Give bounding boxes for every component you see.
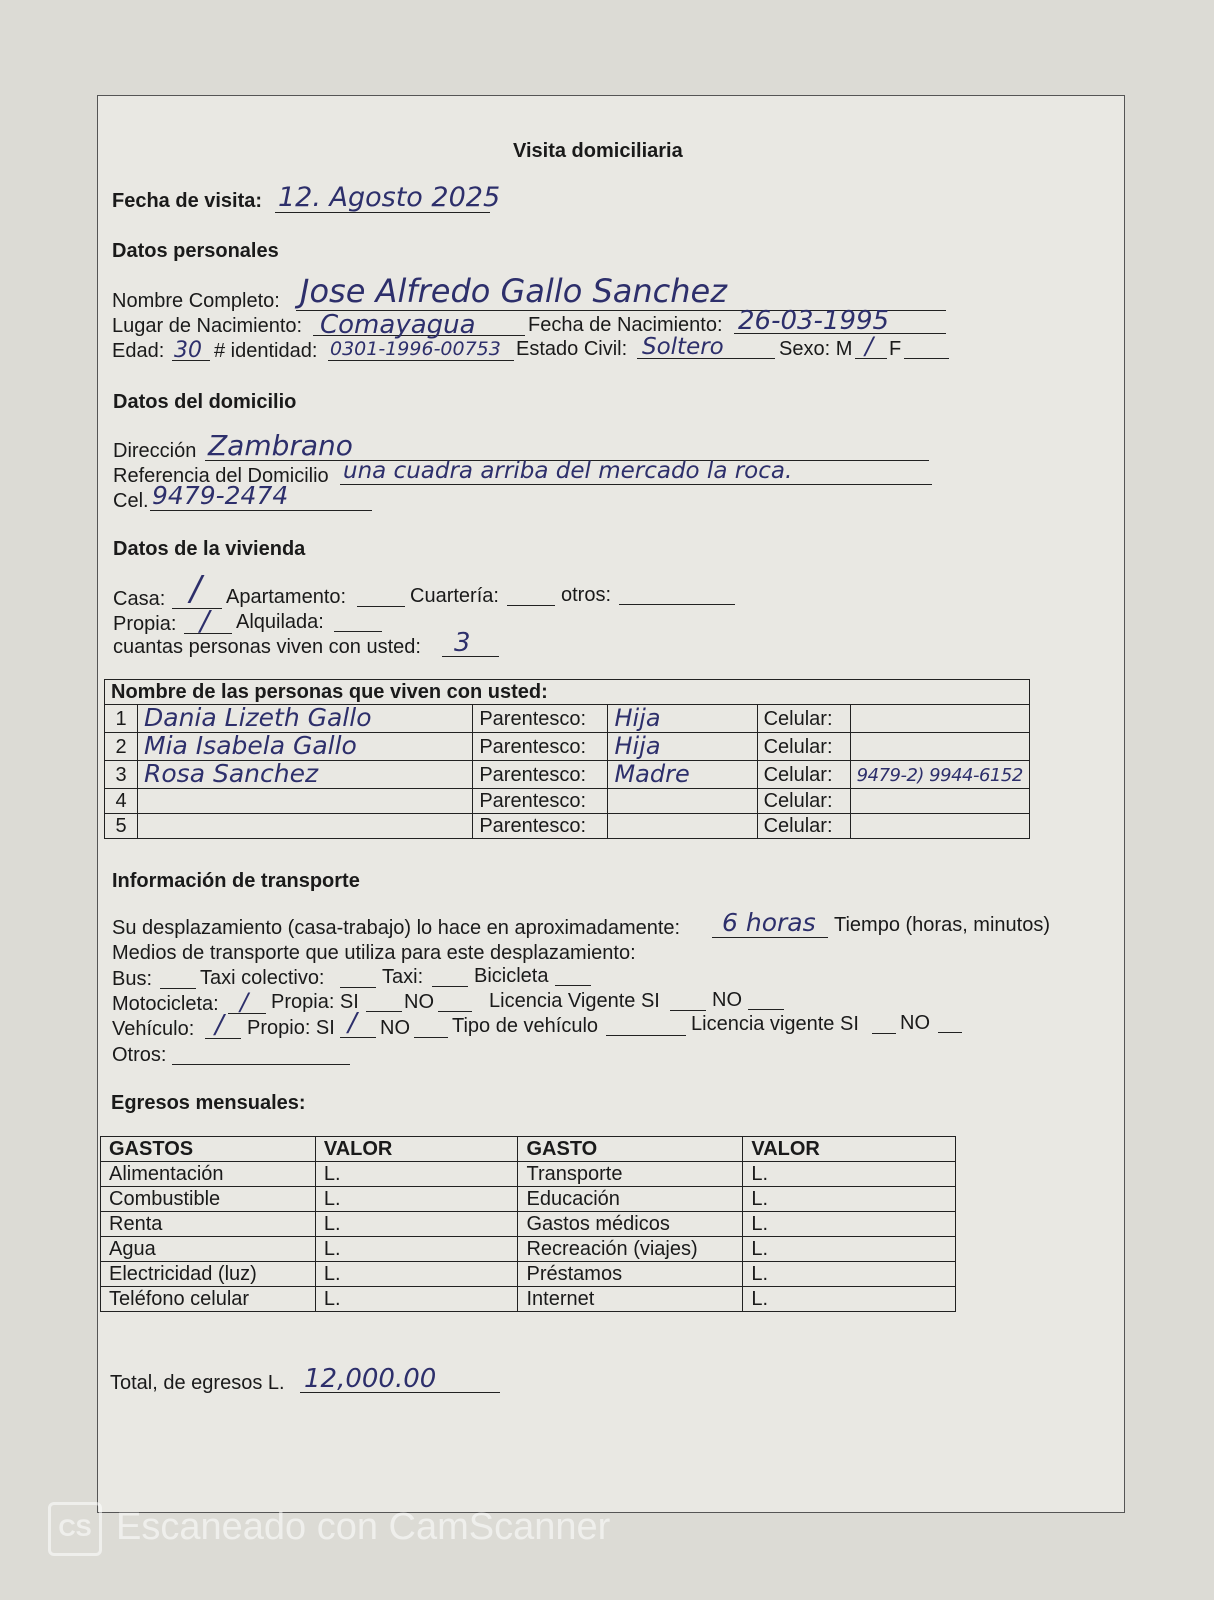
bicicleta-line [555, 985, 591, 986]
egresos-heading: Egresos mensuales: [111, 1092, 306, 1114]
referencia-line [340, 484, 932, 485]
gasto-valor[interactable]: L. [743, 1287, 956, 1312]
edad-label: Edad: [112, 340, 165, 362]
col-valor: VALOR [315, 1137, 518, 1162]
parentesco-label: Parentesco: [473, 705, 608, 733]
direccion-label: Dirección [113, 440, 197, 462]
col-gastos: GASTOS [101, 1137, 316, 1162]
vehiculo-licencia-no-line [938, 1032, 962, 1033]
cel-value[interactable]: 9479-2474 [152, 481, 289, 510]
otros-transporte-line [172, 1064, 350, 1065]
desplazamiento-label: Su desplazamiento (casa-trabajo) lo hace en aproximadamente: [112, 917, 681, 939]
parentesco-value: Hija [614, 731, 661, 760]
alquilada-label: Alquilada: [236, 611, 324, 633]
personas-label: cuantas personas viven con usted: [113, 636, 421, 658]
vehiculo-propio-check[interactable]: / [348, 1008, 357, 1038]
row-number: 5 [105, 814, 138, 839]
estado-civil-label: Estado Civil: [516, 338, 628, 360]
table-row [101, 1187, 956, 1212]
moto-licencia-label: Licencia Vigente SI [489, 990, 660, 1012]
total-egresos-value[interactable]: 12,000.00 [304, 1364, 437, 1394]
nombre-value[interactable]: Jose Alfredo Gallo Sanchez [300, 272, 727, 310]
otros-transporte-label: Otros: [112, 1044, 167, 1066]
col-valor-2: VALOR [743, 1137, 956, 1162]
gasto-valor[interactable]: L. [315, 1287, 518, 1312]
vehiculo-propio-no-label: NO [380, 1017, 410, 1039]
otros-vivienda-line [619, 604, 735, 605]
vehiculo-licencia-si-line [872, 1033, 896, 1034]
vehiculo-licencia-no-label: NO [900, 1012, 930, 1034]
fecha-visita-label: Fecha de visita: [112, 190, 263, 212]
parentesco-label: Parentesco: [473, 733, 608, 761]
gasto-valor[interactable]: L. [315, 1262, 518, 1287]
row-number: 2 [105, 733, 138, 761]
estado-civil-value[interactable]: Soltero [642, 334, 724, 360]
table-row [105, 733, 1030, 761]
gasto-nombre: Educación [518, 1187, 743, 1212]
camscanner-text: Escaneado con CamScanner [116, 1506, 611, 1549]
celular-cell[interactable] [850, 761, 1029, 789]
parentesco-cell[interactable] [608, 761, 757, 789]
row-number: 1 [105, 705, 138, 733]
gasto-nombre: Teléfono celular [101, 1287, 316, 1312]
moto-propia-si-line [366, 1011, 402, 1012]
celular-label: Celular: [757, 733, 850, 761]
identidad-label: # identidad: [214, 340, 318, 362]
parentesco-cell[interactable] [608, 733, 757, 761]
egresos-table [100, 1136, 956, 1312]
celular-label: Celular: [757, 761, 850, 789]
gasto-nombre: Electricidad (luz) [101, 1262, 316, 1287]
table-row [105, 705, 1030, 733]
moto-licencia-no-line [748, 1009, 784, 1010]
casa-check[interactable]: / [190, 569, 202, 609]
casa-label: Casa: [113, 588, 166, 610]
fecha-nacimiento-value[interactable]: 26-03-1995 [738, 306, 890, 336]
medios-label: Medios de transporte que utiliza para este desplazamiento: [112, 942, 636, 964]
vehiculo-propio-no-line [414, 1037, 448, 1038]
table-row [105, 789, 1030, 814]
direccion-value[interactable]: Zambrano [208, 429, 353, 462]
apartamento-line [357, 606, 405, 607]
conviviente-nombre-value: Rosa Sanchez [144, 759, 319, 788]
table-row [101, 1162, 956, 1187]
lugar-nacimiento-value[interactable]: Comayagua [320, 310, 476, 340]
tiempo-label: Tiempo (horas, minutos) [834, 914, 1050, 936]
propia-check[interactable]: / [200, 604, 210, 637]
camscanner-logo: CS [48, 1502, 102, 1556]
gasto-valor[interactable]: L. [743, 1187, 956, 1212]
celular-cell[interactable] [850, 733, 1029, 761]
referencia-label: Referencia del Domicilio [113, 465, 329, 487]
table-row [105, 814, 1030, 839]
gasto-valor[interactable]: L. [315, 1162, 518, 1187]
gasto-nombre: Transporte [518, 1162, 743, 1187]
parentesco-value: Madre [614, 759, 690, 788]
cuarteria-label: Cuartería: [410, 585, 499, 607]
datos-domicilio-heading: Datos del domicilio [113, 391, 297, 413]
col-gasto: GASTO [518, 1137, 743, 1162]
vehiculo-propio-si-line [340, 1037, 376, 1038]
desplazamiento-value[interactable]: 6 horas [722, 908, 816, 937]
parentesco-cell[interactable] [608, 814, 757, 839]
parentesco-cell[interactable] [608, 705, 757, 733]
conviviente-nombre[interactable] [138, 789, 473, 814]
vehiculo-check[interactable]: / [215, 1010, 224, 1040]
bus-label: Bus: [112, 968, 153, 990]
parentesco-label: Parentesco: [473, 761, 608, 789]
sexo-f-line [904, 358, 949, 359]
sexo-m-mark[interactable]: / [865, 332, 874, 360]
apartamento-label: Apartamento: [226, 586, 347, 608]
bicicleta-label: Bicicleta [474, 965, 549, 987]
parentesco-label: Parentesco: [473, 789, 608, 814]
celular-cell[interactable] [850, 789, 1029, 814]
edad-value[interactable]: 30 [174, 338, 202, 363]
otros-vivienda-label: otros: [561, 584, 612, 606]
identidad-value[interactable]: 0301-1996-00753 [330, 338, 501, 360]
form-title: Visita domiciliaria [513, 140, 683, 162]
table-row [101, 1212, 956, 1237]
parentesco-cell[interactable] [608, 789, 757, 814]
propia-label: Propia: [113, 613, 177, 635]
gasto-nombre: Agua [101, 1237, 316, 1262]
gasto-nombre: Recreación (viajes) [518, 1237, 743, 1262]
gasto-nombre: Renta [101, 1212, 316, 1237]
camscanner-watermark [48, 1502, 610, 1556]
cel-label: Cel. [113, 490, 149, 512]
conviviente-nombre[interactable] [138, 733, 473, 761]
vehiculo-label: Vehículo: [112, 1018, 195, 1040]
nombre-label: Nombre Completo: [112, 290, 280, 312]
table-row [101, 1287, 956, 1312]
taxi-label: Taxi: [382, 966, 424, 988]
celular-cell[interactable] [850, 814, 1029, 839]
lugar-nacimiento-label: Lugar de Nacimiento: [112, 315, 303, 337]
vehiculo-propio-si-label: Propio: SI [247, 1017, 335, 1039]
identidad-line [328, 360, 514, 361]
gasto-valor[interactable]: L. [743, 1237, 956, 1262]
conviviente-nombre[interactable] [138, 814, 473, 839]
celular-value: 9479-2) 9944-6152 [856, 764, 1023, 786]
table-row [101, 1262, 956, 1287]
conviviente-nombre[interactable] [138, 705, 473, 733]
gasto-nombre: Gastos médicos [518, 1212, 743, 1237]
table-row [105, 761, 1030, 789]
celular-label: Celular: [757, 789, 850, 814]
sexo-f-label: F [889, 338, 902, 360]
moto-licencia-no-label: NO [712, 989, 742, 1011]
convivientes-table [104, 679, 1030, 839]
personas-value[interactable]: 3 [454, 628, 471, 658]
conviviente-nombre[interactable] [138, 761, 473, 789]
gasto-nombre: Préstamos [518, 1262, 743, 1287]
moto-propia-si-label: Propia: SI [271, 991, 359, 1013]
gasto-nombre: Combustible [101, 1187, 316, 1212]
row-number: 4 [105, 789, 138, 814]
table-row [101, 1237, 956, 1262]
moto-propia-no-label: NO [404, 991, 434, 1013]
gasto-nombre: Alimentación [101, 1162, 316, 1187]
datos-vivienda-heading: Datos de la vivienda [113, 538, 306, 560]
alquilada-line [334, 631, 382, 632]
referencia-value[interactable]: una cuadra arriba del mercado la roca. [343, 458, 793, 484]
celular-label: Celular: [757, 814, 850, 839]
total-egresos-label: Total, de egresos L. [110, 1372, 285, 1394]
gasto-valor[interactable]: L. [743, 1162, 956, 1187]
parentesco-value: Hija [614, 703, 661, 732]
desplazamiento-line [712, 937, 828, 938]
transporte-heading: Información de transporte [112, 870, 360, 892]
gasto-valor[interactable]: L. [743, 1262, 956, 1287]
celular-label: Celular: [757, 705, 850, 733]
conviviente-nombre-value: Mia Isabela Gallo [144, 731, 357, 760]
sexo-m-label: Sexo: M [779, 338, 853, 360]
motocicleta-check[interactable]: / [240, 988, 249, 1016]
tipo-vehiculo-label: Tipo de vehículo [452, 1015, 599, 1037]
convivientes-header: Nombre de las personas que viven con usted: [105, 680, 1030, 705]
taxi-colectivo-label: Taxi colectivo: [200, 967, 325, 989]
row-number: 3 [105, 761, 138, 789]
vehiculo-licencia-label: Licencia vigente SI [691, 1013, 859, 1035]
bus-line [160, 988, 196, 989]
fecha-visita-value[interactable]: 12. Agosto 2025 [278, 182, 501, 213]
cuarteria-line [507, 605, 555, 606]
datos-personales-heading: Datos personales [112, 240, 279, 262]
motocicleta-label: Motocicleta: [112, 993, 219, 1015]
gasto-valor[interactable]: L. [315, 1237, 518, 1262]
gasto-valor[interactable]: L. [743, 1212, 956, 1237]
moto-propia-no-line [438, 1011, 472, 1012]
celular-cell[interactable] [850, 705, 1029, 733]
tipo-vehiculo-line [606, 1035, 686, 1036]
taxi-line [432, 986, 468, 987]
taxi-colectivo-line [340, 987, 376, 988]
gasto-valor[interactable]: L. [315, 1187, 518, 1212]
parentesco-label: Parentesco: [473, 814, 608, 839]
conviviente-nombre-value: Dania Lizeth Gallo [144, 703, 372, 732]
moto-licencia-si-line [670, 1010, 706, 1011]
gasto-nombre: Internet [518, 1287, 743, 1312]
fecha-nacimiento-label: Fecha de Nacimiento: [528, 314, 723, 336]
gasto-valor[interactable]: L. [315, 1212, 518, 1237]
cel-line [150, 510, 372, 511]
